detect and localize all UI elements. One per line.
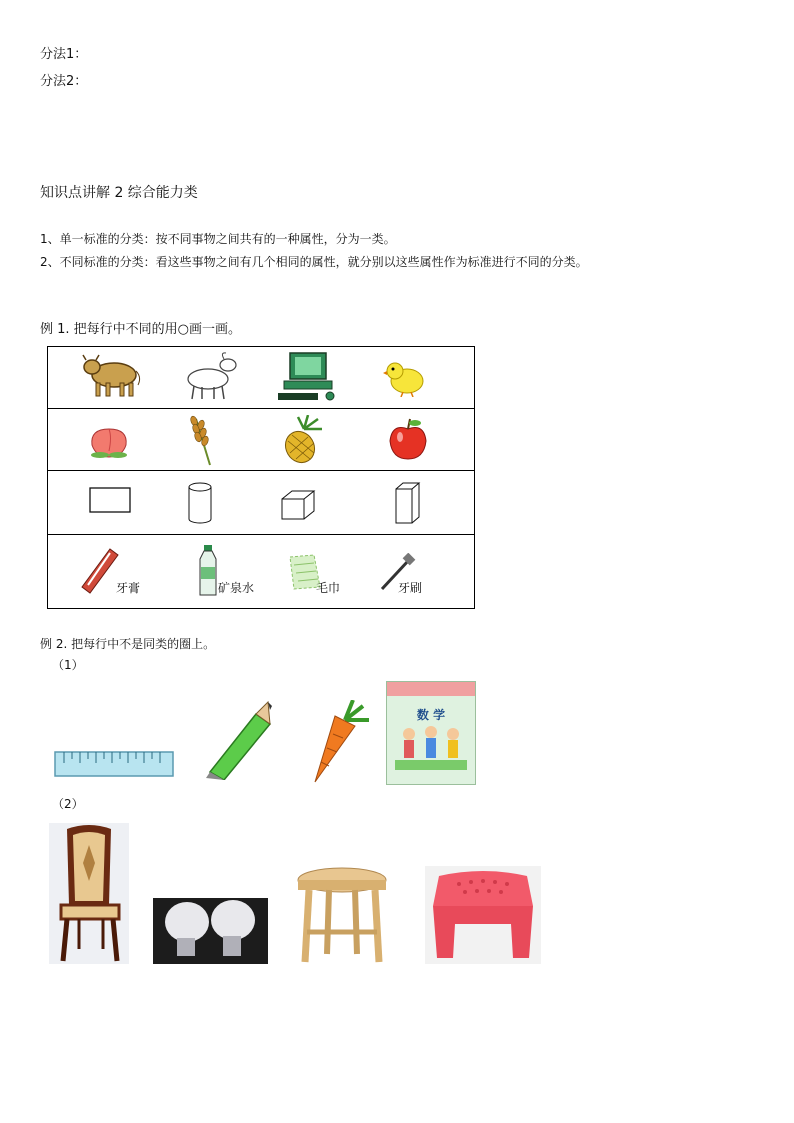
group1-label: （1） — [52, 658, 84, 672]
table-row — [48, 471, 475, 535]
math-textbook-cover[interactable] — [386, 681, 476, 785]
plastic-stool-photo[interactable] — [425, 866, 541, 964]
pineapple-icon[interactable] — [278, 415, 324, 465]
wheat-icon[interactable] — [182, 413, 222, 467]
pencil-icon[interactable] — [202, 700, 280, 780]
stool-icon — [295, 866, 389, 964]
towel-label: 毛巾 — [316, 581, 341, 595]
example1-table — [47, 346, 475, 609]
plastic-stool-icon — [425, 866, 541, 964]
light-bulb-icon — [153, 898, 268, 964]
method1-line: 分法1： — [40, 47, 88, 62]
rectangle-shape[interactable] — [88, 486, 132, 516]
mineral-water-label: 矿泉水 — [218, 581, 255, 595]
method2-line: 分法2： — [40, 74, 88, 89]
book-title: 数 学 — [416, 708, 446, 722]
computer-icon[interactable] — [276, 351, 342, 403]
goat-icon[interactable] — [180, 351, 242, 401]
apple-icon[interactable] — [388, 417, 428, 463]
example2-prompt: 例 2. 把每行中不是同类的圈上。 — [40, 637, 216, 651]
chair-icon — [49, 823, 129, 964]
group2-label: （2） — [52, 797, 84, 811]
mineral-water-icon[interactable] — [198, 543, 218, 597]
wooden-chair-photo[interactable] — [49, 823, 129, 964]
table-row — [48, 409, 475, 471]
carrot-icon[interactable] — [305, 700, 375, 784]
rule-1: 1、单一标准的分类：按不同事物之间共有的一种属性，分为一类。 — [40, 232, 396, 246]
toothbrush-label: 牙刷 — [398, 581, 423, 595]
cow-icon[interactable] — [80, 353, 142, 399]
children-illustration-icon — [395, 724, 467, 770]
cuboid-shape[interactable] — [394, 481, 422, 525]
table-row — [48, 347, 475, 409]
section-title: 知识点讲解 2 综合能力类 — [40, 185, 198, 201]
toothpaste-icon[interactable] — [80, 547, 120, 597]
example1-prompt: 例 1. 把每行中不同的用○画一画。 — [40, 322, 242, 337]
book-header-band — [387, 682, 475, 696]
peach-icon[interactable] — [88, 421, 130, 459]
chick-icon[interactable] — [383, 357, 427, 397]
light-bulbs-photo[interactable] — [153, 898, 268, 964]
table-row — [48, 535, 475, 609]
cube-shape[interactable] — [280, 489, 316, 521]
rule-2: 2、不同标准的分类：看这些事物之间有几个相同的属性，就分别以这些属性作为标准进行不同的分类。 — [40, 255, 588, 269]
wooden-stool-photo[interactable] — [295, 866, 389, 964]
cylinder-shape[interactable] — [186, 481, 214, 527]
ruler-icon[interactable] — [54, 751, 174, 777]
toothpaste-label: 牙膏 — [116, 581, 141, 595]
